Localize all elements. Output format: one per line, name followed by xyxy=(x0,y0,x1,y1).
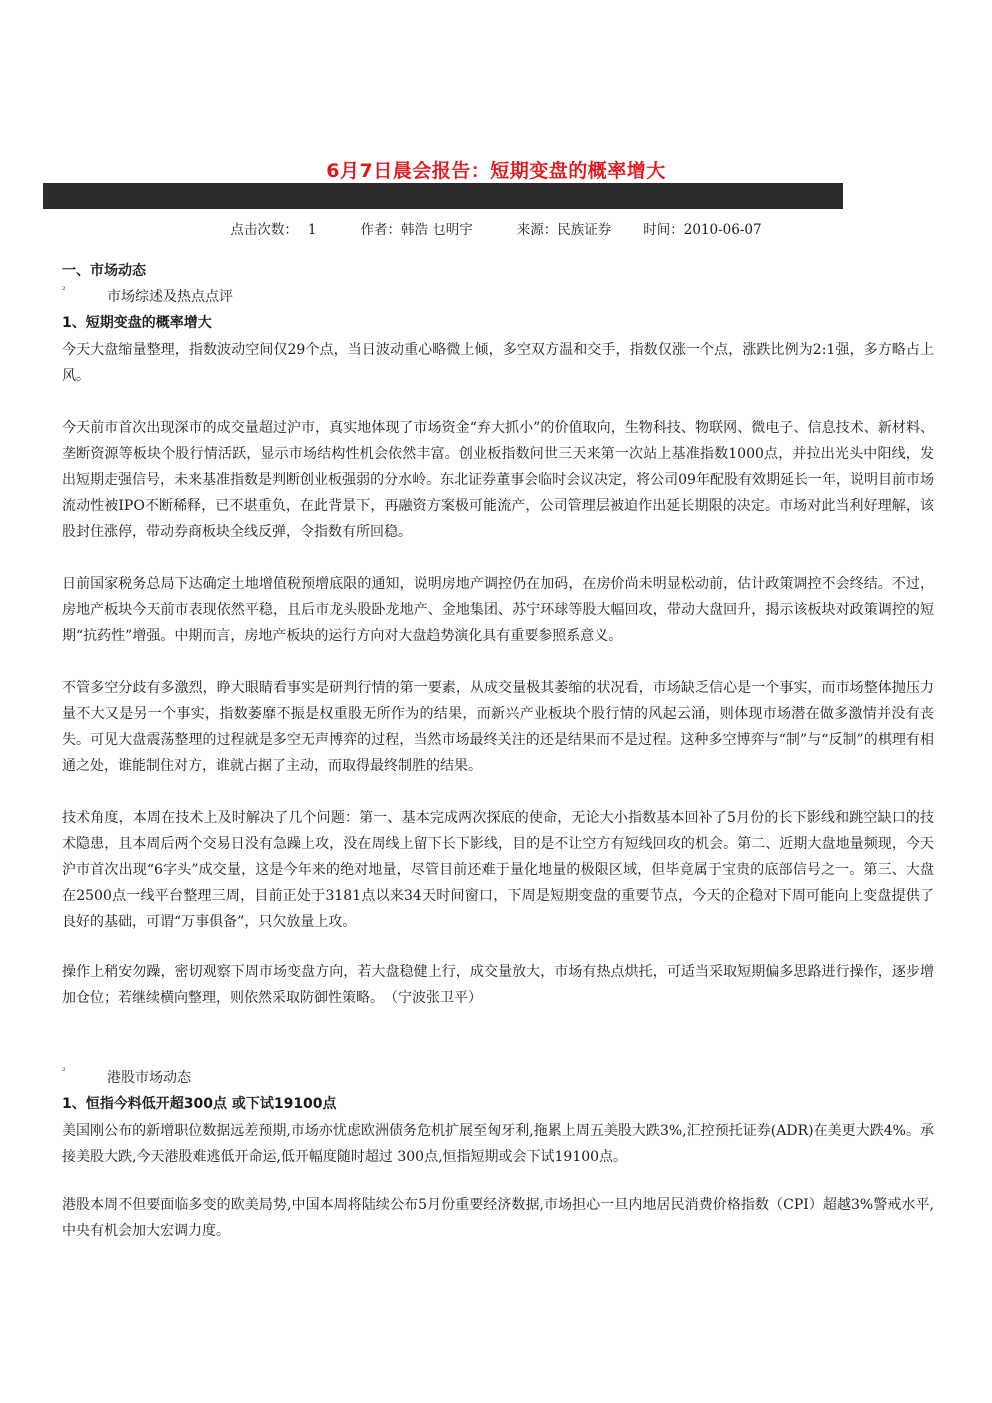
clicks-value: 1 xyxy=(307,222,317,238)
paragraph: 美国刚公布的新增职位数据远差预期,市场亦忧虑欧洲债务危机扩展至匈牙利,拖累上周五美股大跌3%,汇控预托证券(ADR)在美更大跌4%。承接美股大跌,今天港股难逃低开命运,低开幅度随时超过 300点,恒指短期或会下试19100点。 xyxy=(62,1123,934,1165)
time-value: 2010-06-07 xyxy=(683,222,762,238)
author-label: 作者： xyxy=(360,222,401,238)
paragraph: 今天大盘缩量整理，指数波动空间仅29个点，当日波动重心略微上倾，多空双方温和交手，指数仅涨一个点，涨跌比例为2:1强，多方略占上风。 xyxy=(62,342,934,384)
paragraph: 技术角度，本周在技术上及时解决了几个问题：第一、基本完成两次探底的使命，无论大小指数基本回补了5月份的长下影线和跳空缺口的技术隐患，且本周后两个交易日没有急躁上攻，没在周线上留下长下影线，目的是不让空方有短线回攻的机会。第二、近期大盘地量频现，今天沪市首次出现“6字头”成交量，这是今年来的绝对地量，尽管目前还难于量化地量的极限区域，但毕竟属于宝贵的底部信号之一。第三、大盘在2500点一线平台整理三周，目前正处于3181点以来34天时间窗口，下周是短期变盘的重要节点，今天的企稳对下周可能向上变盘提供了良好的基础，可谓“万事俱备”，只欠放量上攻。 xyxy=(62,810,934,930)
bullet-mark: ² xyxy=(62,1067,66,1077)
bullet-text: 市场综述及热点点评 xyxy=(107,289,233,305)
bullet-text: 港股市场动态 xyxy=(107,1070,191,1086)
title-divider-bar xyxy=(43,183,843,209)
paragraph: 不管多空分歧有多激烈，睁大眼睛看事实是研判行情的第一要素，从成交量极其萎缩的状况看，市场缺乏信心是一个事实，而市场整体抛压力量不大又是另一个事实，指数萎靡不振是权重股无所作为的结果，而新兴产业板块个股行情的风起云涌，则体现市场潜在做多激情并没有丧失。可见大盘震荡整理的过程就是多空无声博弈的过程，当然市场最终关注的还是结果而不是过程。这种多空博弈与“制”与“反制”的棋理有相通之处，谁能制住对方，谁就占据了主动，而取得最终制胜的结果。 xyxy=(62,680,934,774)
article-body xyxy=(62,258,934,1244)
report-title: 6月7日晨会报告：短期变盘的概率增大 xyxy=(326,160,666,182)
paragraph: 港股本周不但要面临多变的欧美局势,中国本周将陆续公布5月份重要经济数据,市场担心一旦内地居民消费价格指数（CPI）超越3%警戒水平,中央有机会加大宏调力度。 xyxy=(62,1197,934,1239)
paragraph: 日前国家税务总局下达确定土地增值税预增底限的通知，说明房地产调控仍在加码，在房价尚未明显松动前，估计政策调控不会终结。不过，房地产板块今天前市表现依然平稳，且后市龙头股卧龙地产、金地集团、苏宁环球等股大幅回攻，带动大盘回升，揭示该板块对政策调控的短期“抗药性”增强。中期而言，房地产板块的运行方向对大盘趋势演化具有重要参照系意义。 xyxy=(62,576,934,644)
clicks-label: 点击次数： xyxy=(230,222,298,238)
bullet-hk-market xyxy=(62,1065,934,1091)
paragraph: 操作上稍安勿躁，密切观察下周市场变盘方向，若大盘稳健上行，成交量放大，市场有热点烘托，可适当采取短期偏多思路进行操作，逐步增加仓位；若继续横向整理，则依然采取防御性策略。 （宁波张卫平） xyxy=(62,964,934,1006)
subheading-short-term: 1、短期变盘的概率增大 xyxy=(62,315,212,331)
bullet-mark: ² xyxy=(62,286,66,296)
subheading-hsi: 1、恒指今料低开超300点 或下试19100点 xyxy=(62,1096,337,1112)
bullet-market-overview xyxy=(62,284,934,310)
author-value: 韩浩 乜明宇 xyxy=(400,222,473,238)
section-heading-market: 一、市场动态 xyxy=(62,263,146,279)
time-label: 时间： xyxy=(643,222,684,238)
paragraph: 今天前市首次出现深市的成交量超过沪市，真实地体现了市场资金“弃大抓小”的价值取向，生物科技、物联网、微电子、信息技术、新材料、垄断资源等板块个股行情活跃，显示市场结构性机会依然丰富。创业板指数问世三天来第一次站上基准指数1000点，并拉出光头中阳线，发出短期走强信号，未来基准指数是判断创业板强弱的分水岭。东北证券董事会临时会议决定，将公司09年配股有效期延长一年，说明目前市场流动性被IPO不断稀释，已不堪重负，在此背景下，再融资方案极可能流产，公司管理层被迫作出延长期限的决定。市场对此当利好理解，该股封住涨停，带动券商板块全线反弹，令指数有所回稳。 xyxy=(62,420,934,540)
source-value: 民族证券 xyxy=(557,222,612,238)
source-label: 来源： xyxy=(516,222,558,238)
article-meta xyxy=(0,218,992,238)
